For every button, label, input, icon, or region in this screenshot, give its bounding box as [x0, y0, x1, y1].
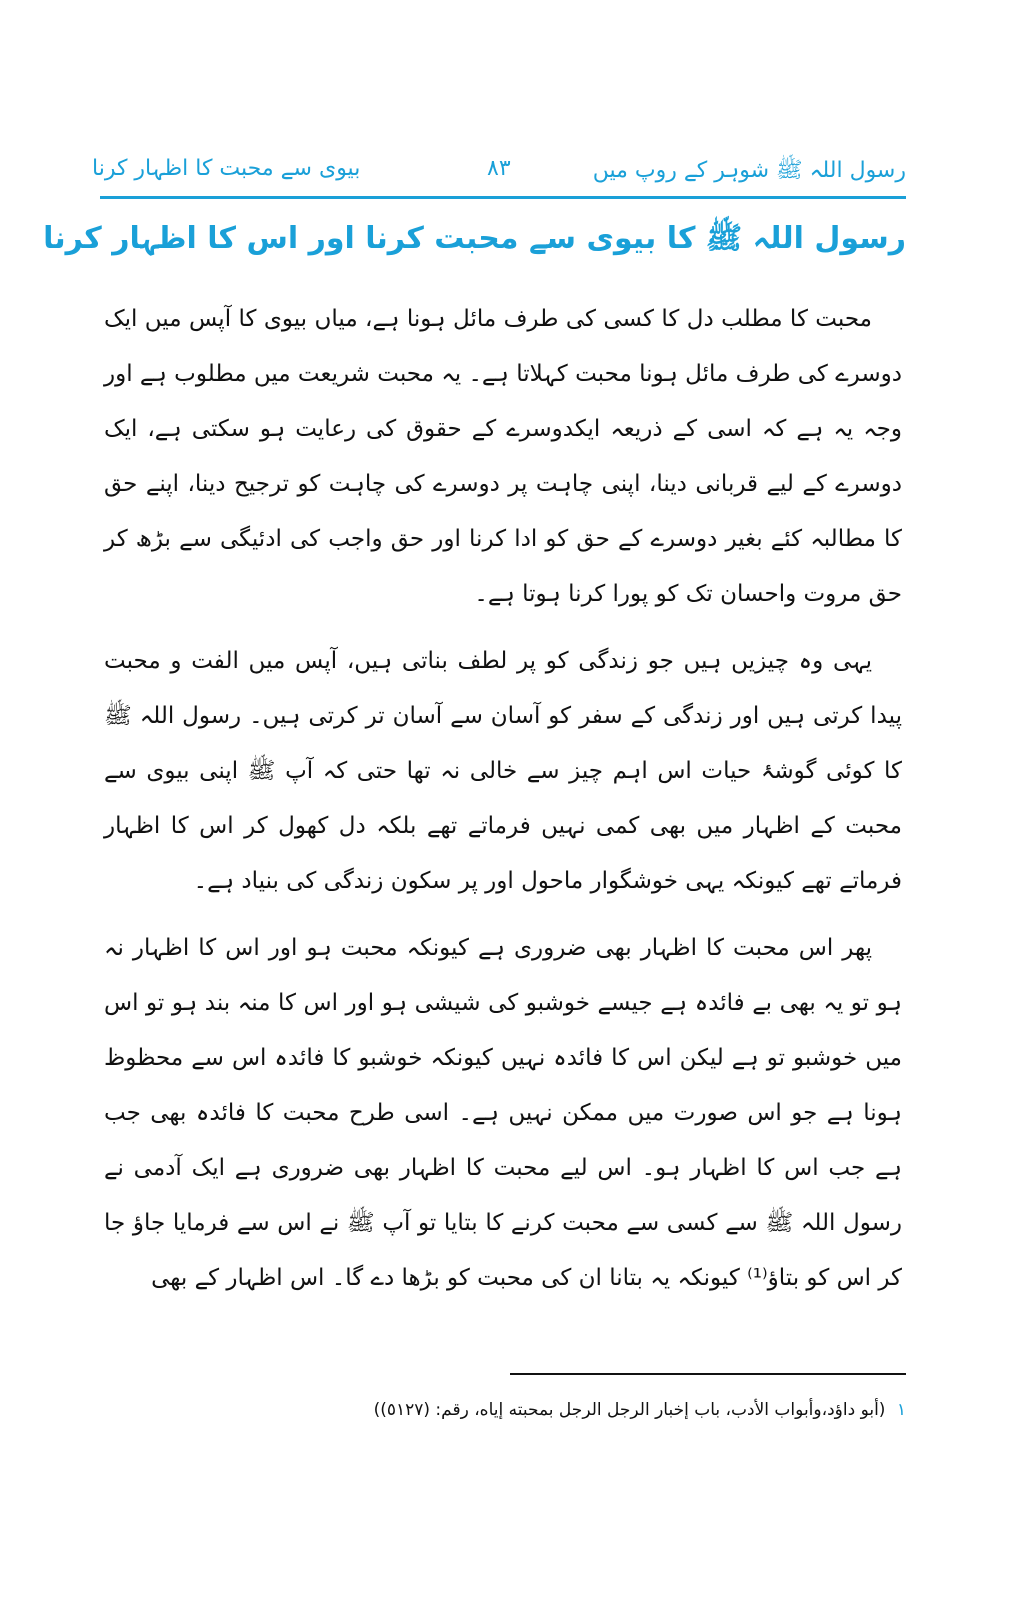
footnote-divider [510, 1373, 906, 1375]
footnote-text: (أبو داؤد،وأبواب الأدب، باب إخبار الرجل الرجل بمحبته إياه، رقم: (٥١٢٧)) [373, 1400, 886, 1420]
paragraph: یہی وہ چیزیں ہیں جو زندگی کو پر لطف بناتی ہیں، آپس میں الفت و محبت پیدا کرتی ہیں اور زندگی کے سفر کو آسان سے آسان تر کرتی ہیں۔ رسول اللہ ﷺ کا کوئی گوشۂ حیات اس اہم چیز سے خالی نہ تھا حتی کہ آپ ﷺ اپنی بیوی سے محبت کے اظہار میں بھی کمی نہیں فرماتے تھے بلکہ دل کھول کر اس کا اظہار فرماتے تھے کیونکہ یہی خوشگوار ماحول اور پر سکون زندگی کی بنیاد ہے۔ [104, 648, 902, 894]
footnote [100, 1396, 906, 1424]
body-text [104, 292, 902, 1306]
running-title-left: بیوی سے محبت کا اظہار کرنا [92, 156, 361, 181]
chapter-title: رسول اللہ ﷺ کا بیوی سے محبت کرنا اور اس کا اظہار کرنا [43, 221, 906, 256]
running-header [92, 150, 906, 190]
footnote-number: ١ [896, 1400, 906, 1420]
paragraph: پھر اس محبت کا اظہار بھی ضروری ہے کیونکہ محبت ہو اور اس کا اظہار نہ ہو تو یہ بھی بے فائدہ ہے جیسے خوشبو کی شیشی ہو اور اس کا منہ بند ہو تو اس میں خوشبو تو ہے لیکن اس کا فائدہ نہیں کیونکہ خوشبو کا فائدہ اس سے محظوظ ہونا ہے جو اس صورت میں ممکن نہیں ہے۔ اسی طرح محبت کا فائدہ بھی جب ہے جب اس کا اظہار ہو۔ اس لیے محبت کا اظہار بھی ضروری ہے ایک آدمی نے رسول اللہ ﷺ سے کسی سے محبت کرنے کا بتایا تو آپ ﷺ نے اس سے فرمایا جاؤ جا کر اس کو بتاؤ⁽¹⁾ کیونکہ یہ بتانا ان کی محبت کو بڑھا دے گا۔ اس اظہار کے بھی [104, 935, 902, 1291]
header-divider [100, 196, 906, 199]
paragraph: محبت کا مطلب دل کا کسی کی طرف مائل ہونا ہے، میاں بیوی کا آپس میں ایک دوسرے کی طرف مائل ہونا محبت کہلاتا ہے۔ یہ محبت شریعت میں مطلوب ہے اور وجہ یہ ہے کہ اسی کے ذریعہ ایکدوسرے کے حقوق کی رعایت ہو سکتی ہے، ایک دوسرے کے لیے قربانی دینا، اپنی چاہت پر دوسرے کی چاہت کو ترجیح دینا، اپنے حق کا مطالبہ کئے بغیر دوسرے کے حق کو ادا کرنا اور حق واجب کی ادئیگی سے بڑھ کر حق مروت واحسان تک کو پورا کرنا ہوتا ہے۔ [104, 306, 902, 607]
running-title-right: رسول اللہ ﷺ شوہر کے روپ میں [592, 158, 906, 183]
page-number: ۸۳ [487, 156, 511, 181]
